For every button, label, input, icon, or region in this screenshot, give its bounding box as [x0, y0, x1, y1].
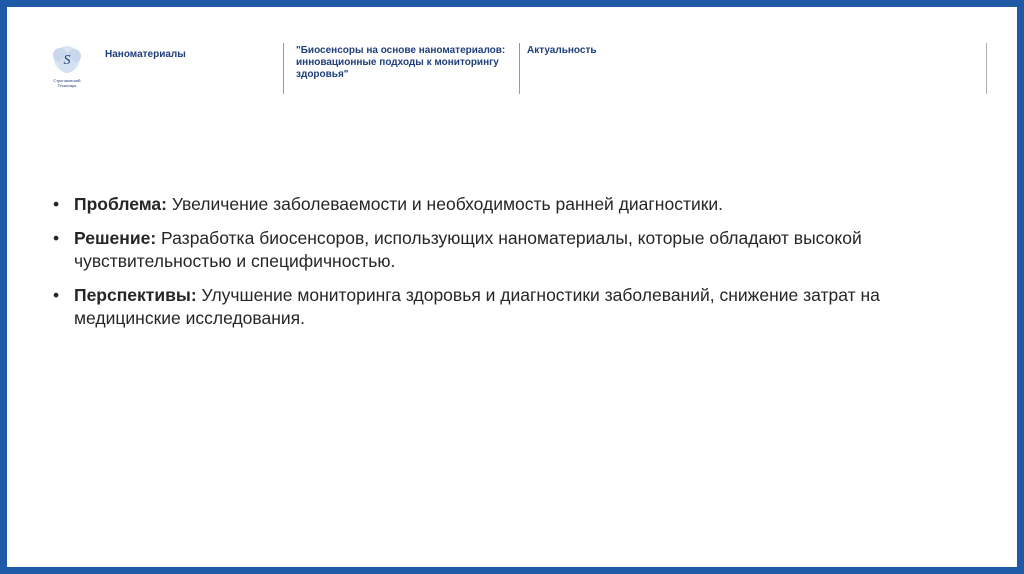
header-divider: [283, 43, 284, 94]
header-divider: [519, 43, 520, 94]
subsection-title: Актуальность: [527, 45, 597, 56]
bullet-marker: •: [53, 194, 60, 214]
bullet-item-problem: [53, 193, 933, 216]
svg-text:Строгановский: Строгановский: [53, 78, 81, 83]
logo: [43, 43, 91, 93]
section-title: Наноматериалы: [105, 49, 186, 60]
bullet-term: Перспективы:: [74, 285, 197, 305]
logo-icon: [43, 43, 91, 93]
bullet-list: [53, 193, 933, 341]
bullet-marker: •: [53, 285, 60, 305]
bullet-text: Увеличение заболеваемости и необходимость ранней диагностики.: [167, 194, 724, 214]
bullet-item-prospects: [53, 284, 933, 330]
header-divider: [986, 43, 987, 94]
bullet-text: Разработка биосенсоров, использующих наноматериалы, которые обладают высокой чувствительностью и специфичностью.: [74, 228, 862, 271]
bullet-term: Решение:: [74, 228, 157, 248]
bullet-marker: •: [53, 228, 60, 248]
svg-text:S: S: [63, 53, 71, 68]
bullet-text: Улучшение мониторинга здоровья и диагностики заболеваний, снижение затрат на медицинские исследования.: [74, 285, 880, 328]
bullet-term: Проблема:: [74, 194, 167, 214]
bullet-item-solution: [53, 227, 933, 273]
svg-text:Технопарк: Технопарк: [57, 83, 77, 88]
presentation-topic: "Биосенсоры на основе наноматериалов: инновационные подходы к мониторингу здоровья": [296, 45, 506, 80]
